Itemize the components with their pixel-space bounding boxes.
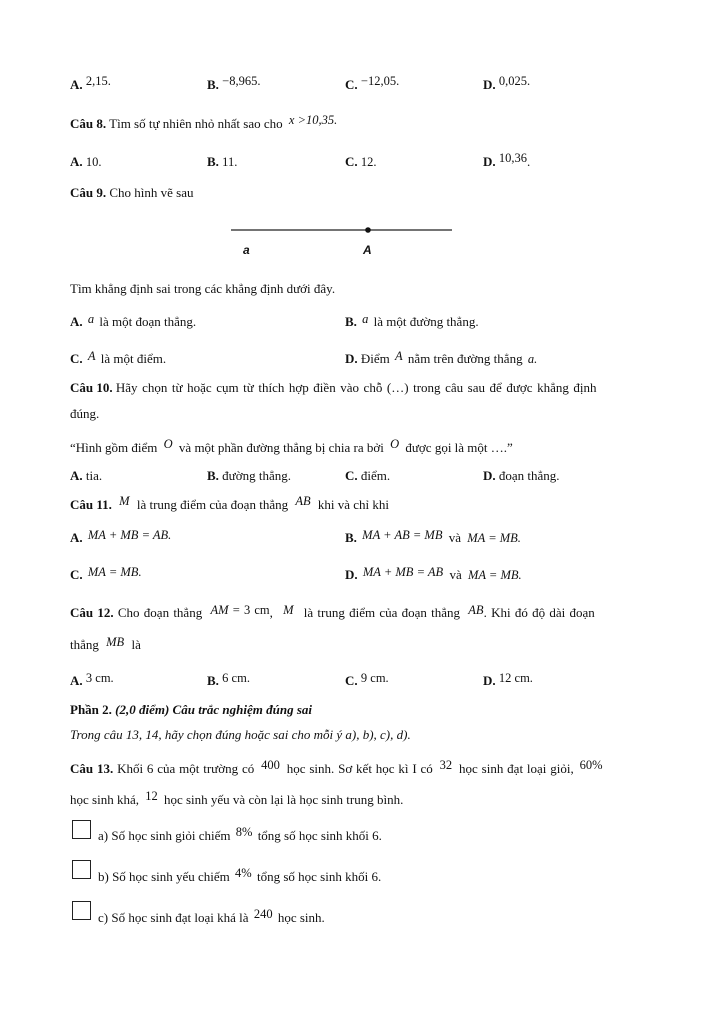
question-text-3: . Khi đó độ dài đoạn (483, 605, 595, 620)
option-expr: MA + AB = MB (362, 528, 443, 542)
option-letter: B. (345, 530, 357, 545)
quote-post: được gọi là một ….” (405, 440, 513, 455)
q9-option-a[interactable] (70, 314, 196, 330)
item-pre: a) Số học sinh giỏi chiếm (98, 828, 231, 843)
q8-option-a[interactable] (70, 154, 102, 170)
option-value: −12,05. (360, 74, 400, 88)
option-text: là một đoạn thẳng. (99, 314, 197, 329)
question-text-1: Khối 6 của một trường có (117, 761, 255, 776)
figure-line-label: a (243, 243, 250, 257)
question-label: Câu 12. (70, 605, 114, 620)
option-value: 9 cm. (360, 671, 389, 685)
option-value: đường thẳng. (222, 468, 291, 483)
option-math: a (362, 312, 369, 326)
q12-option-d[interactable] (483, 673, 533, 689)
question-line2-pre: thẳng (70, 637, 99, 652)
question-math-1: AM (210, 603, 229, 617)
option-letter: A. (70, 314, 83, 329)
option-letter: D. (483, 154, 496, 169)
option-and: và (448, 530, 461, 545)
question-text: Tìm số tự nhiên nhỏ nhất sao cho (109, 116, 283, 131)
q8-option-c[interactable] (345, 154, 377, 170)
part2-heading-label: Phần 2. (70, 702, 112, 717)
question-line2-pre: học sinh khá, (70, 792, 139, 807)
option-expr-2: MA = MB. (467, 568, 522, 582)
q12-option-a[interactable] (70, 673, 114, 689)
q7-option-b[interactable] (207, 74, 261, 93)
q13-stem-line1 (70, 758, 603, 777)
item-pre: b) Số học sinh yếu chiếm (98, 869, 230, 884)
q10-stem-line1 (70, 380, 597, 396)
part2-heading-title: (2,0 điểm) Câu trắc nghiệm đúng sai (115, 702, 312, 717)
option-value: −8,965. (222, 74, 261, 88)
option-letter: D. (345, 351, 358, 366)
option-letter: B. (207, 154, 219, 169)
q13-item-b (98, 866, 382, 885)
option-letter: C. (345, 468, 358, 483)
item-value: 240 (253, 907, 273, 921)
question-line2-post: học sinh yếu và còn lại là học sinh trung bình. (163, 792, 404, 807)
question-label: Câu 8. (70, 116, 107, 131)
q13-item-a (98, 825, 382, 844)
option-letter: A. (70, 468, 83, 483)
option-value: 6 cm. (222, 671, 250, 685)
question-text: Cho hình vẽ sau (109, 185, 194, 200)
question-text-2: khi và chỉ khi (317, 497, 390, 512)
question-text: Hãy chọn từ hoặc cụm từ thích hợp điền vào chỗ (…) trong câu sau để được khẳng định (115, 380, 597, 395)
option-letter: C. (345, 154, 358, 169)
option-letter: B. (345, 314, 357, 329)
question-num-4: 12 (145, 789, 158, 803)
q8-option-b[interactable] (207, 154, 237, 170)
option-value: 2,15. (85, 74, 111, 88)
q7-option-a[interactable] (70, 74, 111, 93)
q11-option-c[interactable] (70, 567, 142, 583)
item-post: tổng số học sinh khối 6. (256, 869, 382, 884)
option-letter: B. (207, 673, 219, 688)
q10-quote (70, 437, 513, 456)
q12-option-b[interactable] (207, 673, 250, 689)
q13-stem-line2 (70, 789, 404, 808)
q9-option-c[interactable] (70, 351, 166, 367)
item-pre: c) Số học sinh đạt loại khá là (98, 910, 249, 925)
option-letter: C. (70, 567, 83, 582)
question-text-3: học sinh đạt loại giỏi, (459, 761, 574, 776)
q11-option-b[interactable] (345, 530, 521, 546)
q12-option-c[interactable] (345, 673, 389, 689)
option-text: nằm trên đường thẳng (407, 351, 523, 366)
option-letter: A. (70, 530, 83, 545)
q13-item-c (98, 907, 325, 926)
q10-option-a[interactable] (70, 468, 102, 484)
question-math-2: AB (295, 494, 311, 508)
option-letter: C. (70, 351, 83, 366)
option-expr: MA + MB = AB (362, 565, 444, 579)
q8-option-d[interactable] (483, 151, 531, 170)
question-text-2: học sinh. Sơ kết học kì I có (286, 761, 433, 776)
q7-option-c[interactable] (345, 74, 400, 93)
option-letter: B. (207, 77, 219, 92)
option-value: 3 cm. (85, 671, 114, 685)
q11-stem (70, 494, 390, 513)
option-math-2: a. (527, 352, 538, 366)
question-math-3: AB (468, 603, 484, 617)
question-num-1: 400 (261, 758, 280, 772)
q13-item-b-checkbox[interactable] (72, 860, 91, 879)
option-value: đoạn thẳng. (498, 468, 560, 483)
option-text: là một đường thẳng. (373, 314, 479, 329)
option-letter: D. (483, 468, 496, 483)
item-post: học sinh. (277, 910, 325, 925)
question-text-1: là trung điểm của đoạn thẳng (136, 497, 289, 512)
q10-option-d[interactable] (483, 468, 560, 484)
item-value: 8% (235, 825, 253, 839)
option-value: 0,025. (498, 74, 531, 88)
q10-option-c[interactable] (345, 468, 390, 484)
quote-mid: và một phần đường thẳng bị chia ra bởi (178, 440, 384, 455)
q9-option-d[interactable] (345, 351, 537, 367)
q9-prompt: Tìm khẳng định sai trong các khẳng định dưới đây. (70, 281, 336, 296)
option-value: 10. (85, 155, 102, 169)
question-text-1: Cho đoạn thẳng (117, 605, 203, 620)
option-letter: D. (345, 567, 358, 582)
option-value: 10,36 (498, 151, 528, 165)
option-math: a (87, 312, 95, 326)
question-condition: x >10,35. (288, 113, 338, 127)
option-suffix: . (527, 154, 531, 169)
part2-instruction: Trong câu 13, 14, hãy chọn đúng hoặc sai cho mỗi ý a), b), c), d). (70, 727, 411, 742)
option-value: 12 cm. (498, 671, 533, 685)
option-pre: Điểm (360, 351, 390, 366)
question-label: Câu 9. (70, 185, 107, 200)
q13-item-c-checkbox[interactable] (72, 901, 91, 920)
part2-heading (70, 702, 312, 718)
question-comma: , (269, 605, 273, 620)
q11-option-d[interactable] (345, 567, 522, 583)
option-value: 11. (222, 155, 238, 169)
q12-stem-line1 (70, 605, 595, 621)
option-expr-2: MA = MB. (467, 531, 521, 545)
item-value: 4% (235, 866, 252, 880)
question-line2-post: là (131, 637, 141, 652)
option-math: A (87, 349, 96, 363)
question-math-1: M (119, 494, 130, 508)
q10-option-b[interactable] (207, 468, 291, 484)
option-expr: MA + MB = AB. (87, 528, 172, 542)
option-math: A (395, 349, 403, 363)
question-label: Câu 10. (70, 380, 113, 395)
option-and: và (449, 567, 462, 582)
question-math-4: MB (106, 635, 125, 649)
option-expr: MA = MB. (87, 565, 142, 579)
question-eq: = 3 cm (232, 603, 270, 617)
option-text: là một điểm. (100, 351, 167, 366)
item-post: tổng số học sinh khối 6. (257, 828, 382, 843)
q9-option-b[interactable] (345, 314, 479, 330)
question-num-2: 32 (439, 758, 453, 772)
q9-stem (70, 185, 194, 201)
option-value: 12. (360, 155, 377, 169)
option-letter: C. (345, 77, 358, 92)
point-a-dot (365, 227, 371, 233)
option-letter: A. (70, 154, 83, 169)
option-letter: C. (345, 673, 358, 688)
option-value: tia. (85, 468, 103, 483)
q7-option-d[interactable] (483, 74, 531, 93)
question-label: Câu 13. (70, 761, 114, 776)
quote-math-2: O (390, 437, 400, 451)
q8-stem (70, 113, 338, 132)
q12-stem-line2 (70, 637, 141, 653)
option-letter: A. (70, 77, 83, 92)
option-letter: A. (70, 673, 83, 688)
option-value: điểm. (360, 468, 391, 483)
q11-option-a[interactable] (70, 530, 171, 546)
question-text-2: là trung điểm của đoạn thẳng (303, 605, 461, 620)
option-letter: D. (483, 77, 496, 92)
quote-pre: “Hình gồm điểm (70, 440, 158, 455)
question-math-2: M (283, 603, 294, 617)
q10-stem-line2: đúng. (70, 406, 100, 421)
option-letter: B. (207, 468, 219, 483)
q13-item-a-checkbox[interactable] (72, 820, 91, 839)
question-num-3: 60% (579, 758, 603, 772)
figure-point-label: A (363, 243, 372, 257)
quote-math-1: O (163, 437, 173, 451)
question-label: Câu 11. (70, 497, 112, 512)
option-letter: D. (483, 673, 496, 688)
